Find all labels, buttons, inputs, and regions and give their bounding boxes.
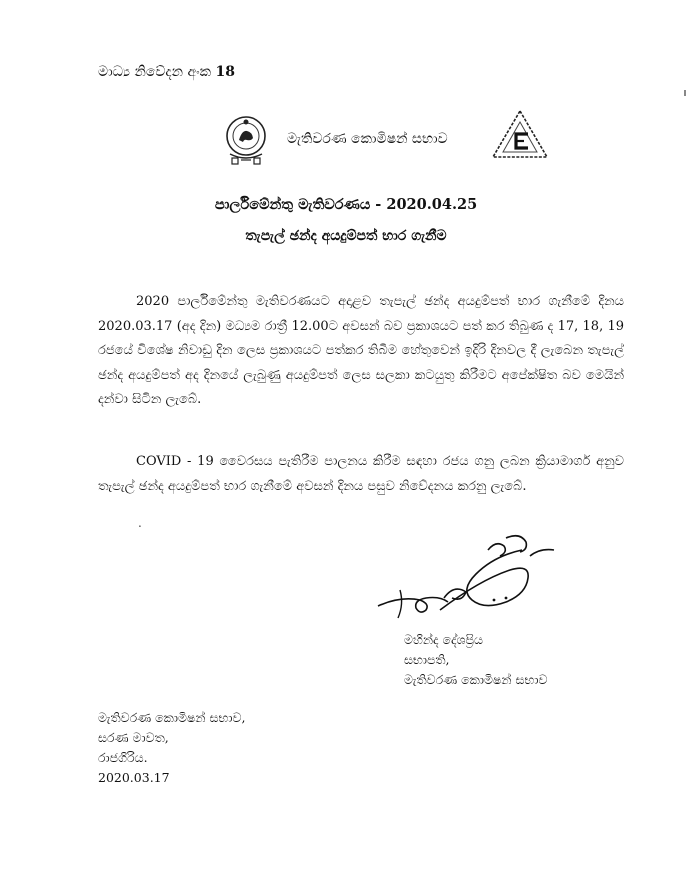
- election-commission-logo-icon: [490, 108, 550, 160]
- release-date: 2020.03.17: [98, 770, 170, 785]
- release-label: මාධ්‍ය නිවේදන අංක: [98, 64, 212, 80]
- signature-image: [370, 528, 570, 633]
- release-number: 18: [215, 64, 235, 80]
- address-line-1: මැතිවරණ කොමිෂන් සභාව,: [98, 710, 246, 725]
- address-line-2: සරණ මාවත,: [98, 730, 169, 745]
- signatory-name: මහින්ද දේශප්‍රිය: [404, 632, 483, 647]
- release-number-line: [98, 64, 235, 80]
- stray-mark: .: [138, 516, 142, 530]
- release-subtitle: තැපැල් ඡන්ද අයදුම්පත් භාර ගැනීම: [245, 228, 447, 244]
- body-paragraph-2: COVID - 19 වෛරසය පැතිරීම පාලනය කිරීම සඳහා රජය ගනු ලබන ක්‍රියාමාර්ග අනුව තැපැල් ඡන්ද අයදුම්පත් භාර ගැනීමේ අවසන් දිනය පසුව නිවේදනය කරනු ලැබේ.: [98, 454, 624, 494]
- sri-lanka-emblem-icon: [222, 112, 270, 168]
- signatory-block: [404, 630, 547, 690]
- release-title: පාර්ලිමේන්තු මැතිවරණය - 2020.04.25: [214, 196, 478, 213]
- organization-heading: මැතිවරණ කොමිෂන් සභාව: [287, 131, 448, 147]
- address-block: [98, 708, 245, 788]
- margin-mark: [684, 90, 686, 96]
- signatory-organization: මැතිවරණ කොමිෂන් සභාව: [404, 672, 548, 687]
- address-line-3: රාජගිරිය.: [98, 750, 148, 765]
- body-paragraph-1: 2020 පාර්ලිමේන්තු මැතිවරණයට අදාළව තැපැල් ඡන්ද අයදුම්පත් භාර ගැනීමේ දිනය 2020.03.17 (අද දින) මධ්‍යම රාත්‍රී 12.00ට අවසන් බව ප්‍රකාශයට පත් කර තිබුණ ද 17, 18, 19 රජයේ විශේෂ නිවාඩු දින ලෙස ප්‍රකාශයට පත්කර තිබීම හේතුවෙන් ඉදිරි දිනවල දී ලැබෙන තැපැල් ඡන්ද අයදුම්පත් අද දිනයේ ලැබුණු අයදුම්පත් ලෙස සලකා කටයුතු කිරීමට අපේක්ෂිත බව මෙයින් දන්වා සිටින ලැබේ.: [98, 294, 624, 407]
- signatory-title: සභාපති,: [404, 652, 450, 667]
